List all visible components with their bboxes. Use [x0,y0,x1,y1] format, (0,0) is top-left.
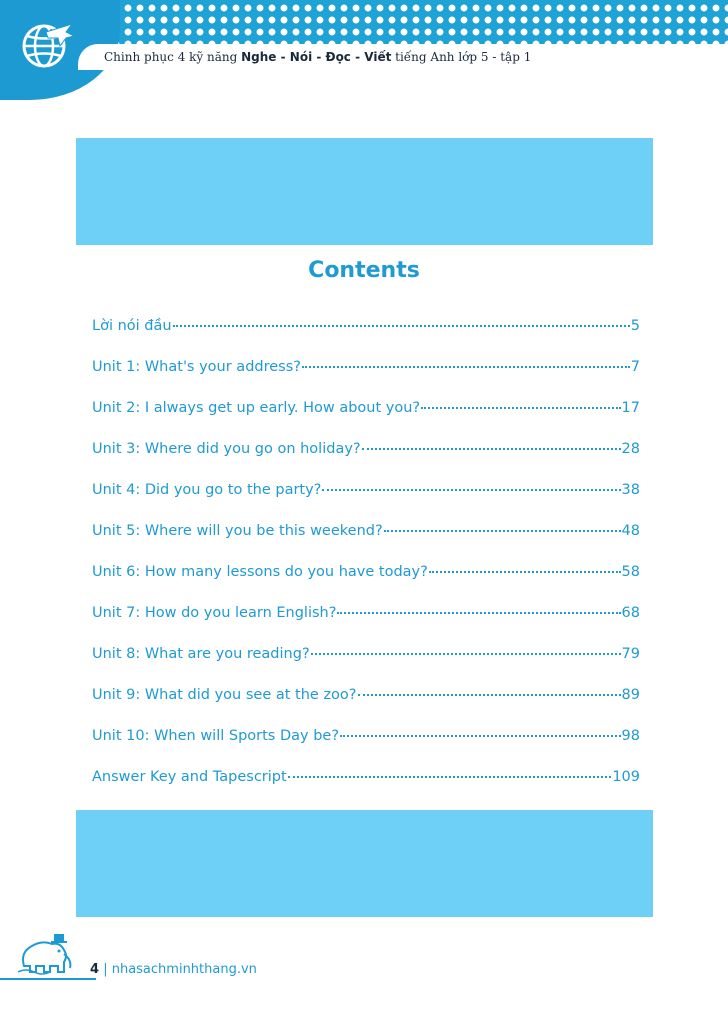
toc-leader-dots [337,612,620,614]
toc-leader-dots [362,448,621,450]
toc-entry-page: 5 [630,318,640,334]
toc-entry[interactable] [92,400,640,441]
toc-leader-dots [340,735,621,737]
toc-entry-label: Unit 8: What are you reading? [92,646,310,662]
toc-entry-label: Unit 4: Did you go to the party? [92,482,322,498]
page-header [0,0,728,72]
toc-entry[interactable] [92,769,640,810]
toc-entry-page: 48 [621,523,640,539]
toc-entry[interactable] [92,646,640,687]
elephant-icon [14,932,76,978]
toc-entry-page: 17 [621,400,640,416]
globe-plane-icon [16,16,76,76]
toc-entry-page: 38 [621,482,640,498]
toc-entry-page: 68 [621,605,640,621]
toc-entry-label: Answer Key and Tapescript [92,769,287,785]
toc-entry-page: 98 [621,728,640,744]
footer [90,962,257,977]
toc-entry[interactable] [92,318,640,359]
header-dot-pattern [60,0,728,48]
toc-entry-label: Unit 7: How do you learn English? [92,605,337,621]
toc-entry-label: Unit 2: I always get up early. How about you? [92,400,421,416]
table-of-contents [92,318,640,810]
header-title: Chinh phục 4 kỹ năng Nghe - Nói - Đọc - Viết tiếng Anh lớp 5 - tập 1 [104,50,532,64]
toc-leader-dots [429,571,621,573]
toc-entry-page: 89 [621,687,640,703]
toc-leader-dots [302,366,630,368]
bottom-color-block [76,810,653,917]
toc-entry-label: Unit 1: What's your address? [92,359,301,375]
toc-entry[interactable] [92,687,640,728]
toc-entry-label: Lời nói đầu [92,318,172,334]
website-link[interactable]: nhasachminhthang.vn [111,962,257,977]
footer-rule [0,978,96,980]
toc-leader-dots [311,653,621,655]
toc-entry-label: Unit 9: What did you see at the zoo? [92,687,357,703]
toc-leader-dots [358,694,621,696]
toc-entry-page: 109 [612,769,640,785]
toc-entry[interactable] [92,728,640,769]
toc-leader-dots [421,407,620,409]
toc-leader-dots [173,325,630,327]
toc-entry[interactable] [92,605,640,646]
page-number: 4 [90,962,100,977]
toc-entry-label: Unit 5: Where will you be this weekend? [92,523,383,539]
toc-entry[interactable] [92,564,640,605]
toc-entry-label: Unit 6: How many lessons do you have today? [92,564,428,580]
footer-separator: | [103,962,108,977]
toc-entry-page: 58 [621,564,640,580]
toc-entry[interactable] [92,441,640,482]
toc-entry-label: Unit 3: Where did you go on holiday? [92,441,361,457]
toc-leader-dots [322,489,620,491]
toc-entry-page: 28 [621,441,640,457]
toc-entry-page: 79 [621,646,640,662]
toc-entry[interactable] [92,359,640,400]
toc-leader-dots [288,776,612,778]
page-title: Contents [308,258,420,283]
toc-entry[interactable] [92,482,640,523]
toc-leader-dots [384,530,621,532]
top-color-block [76,138,653,245]
toc-entry[interactable] [92,523,640,564]
toc-entry-page: 7 [630,359,640,375]
toc-entry-label: Unit 10: When will Sports Day be? [92,728,340,744]
